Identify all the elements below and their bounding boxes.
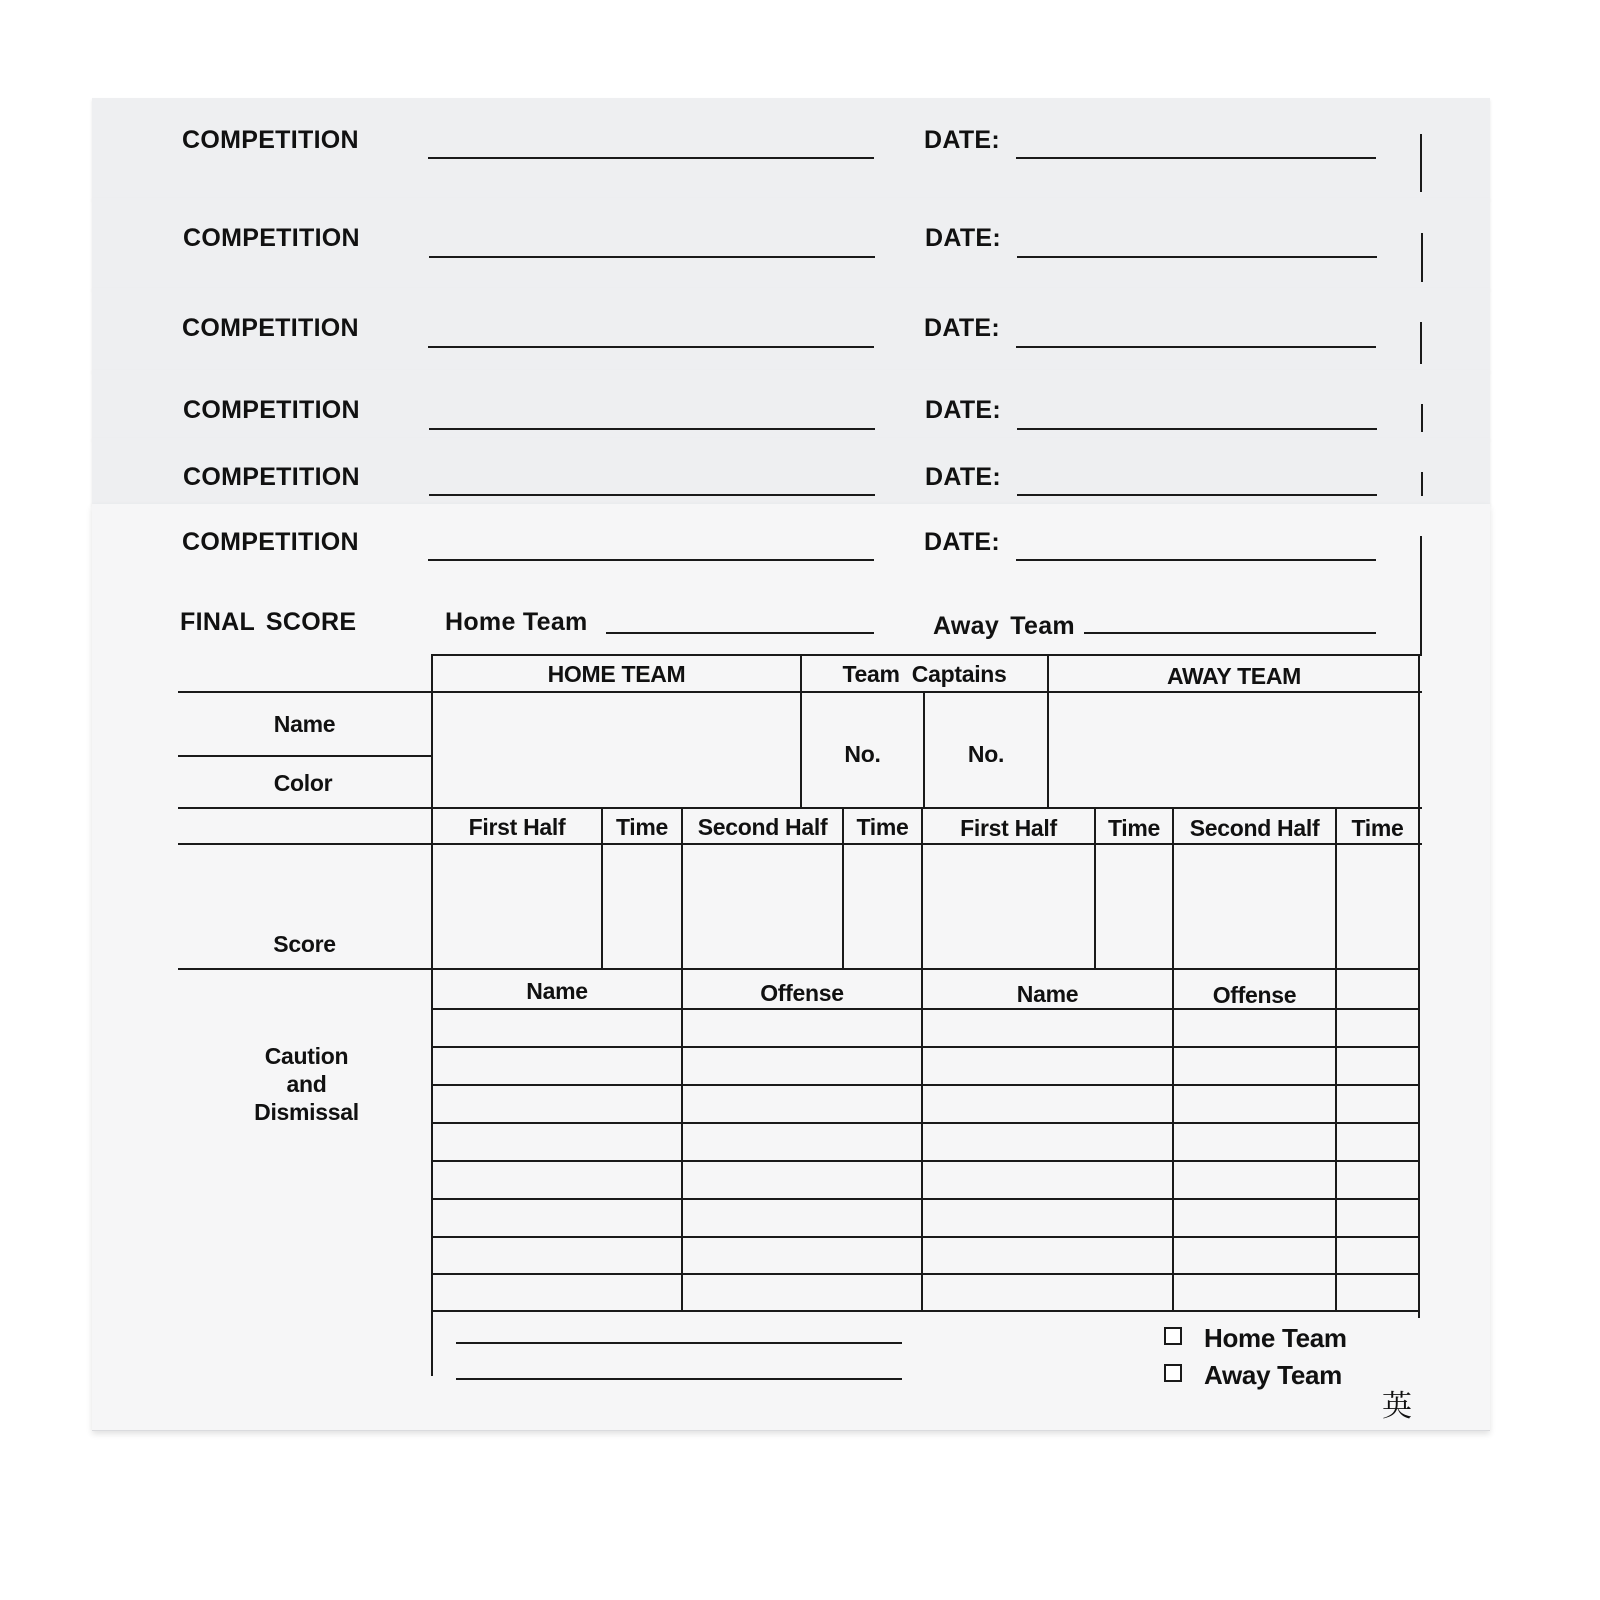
competition-label-2: COMPETITION (183, 224, 360, 252)
home-team-checkbox-label: Home Team (1204, 1323, 1347, 1353)
date-label-1: DATE: (924, 126, 1001, 154)
away-caution-name-header: Name (1016, 981, 1079, 1007)
sheet-edge-4 (1421, 404, 1423, 432)
grid-name-line (178, 755, 433, 757)
away-first-time-header: Time (1107, 815, 1161, 841)
score-cell-home-first-time[interactable] (603, 845, 681, 968)
home-second-half-header: Second Half (697, 814, 828, 840)
away-first-half-header: First Half (960, 815, 1057, 841)
score-cell-away-second-time[interactable] (1337, 845, 1418, 968)
grid-right-line (1418, 654, 1420, 1318)
score-cell-away-first-half[interactable] (923, 845, 1094, 968)
home-caution-name-header: Name (526, 978, 588, 1004)
score-cell-home-first-half[interactable] (433, 845, 601, 968)
competition-label-5: COMPETITION (183, 463, 360, 491)
caution-entries-area[interactable] (433, 1010, 1418, 1310)
final-score-label: FINAL SCORE (180, 608, 357, 636)
away-second-time-header: Time (1351, 815, 1404, 841)
signature-line-1[interactable] (456, 1342, 902, 1344)
competition-field-2[interactable] (429, 256, 875, 258)
score-cell-home-second-time[interactable] (844, 845, 921, 968)
home-captain-no: No. (844, 741, 881, 767)
row-label-color: Color (273, 770, 333, 796)
grid-bottom-line (433, 1310, 1418, 1312)
row-label-caution-line-1: Caution (264, 1043, 349, 1069)
grid-top-line (432, 654, 1422, 656)
row-label-caution-line-2: and (286, 1071, 327, 1097)
away-captain-number-field[interactable] (925, 693, 1047, 807)
row-label-caution (180, 1042, 433, 1126)
date-field-4[interactable] (1017, 428, 1377, 430)
main-sheet-right-edge (1420, 536, 1422, 656)
home-first-half-header: First Half (468, 814, 566, 840)
home-team-checkbox[interactable] (1164, 1327, 1182, 1345)
home-team-score-field[interactable] (606, 632, 874, 634)
date-label-2: DATE: (925, 224, 1002, 252)
away-captain-no: No. (967, 741, 1005, 767)
away-team-score-field[interactable] (1084, 632, 1376, 634)
sheet-edge-5 (1421, 472, 1423, 496)
away-team-score-label: Away Team (933, 612, 1075, 640)
row-label-score: Score (273, 931, 336, 957)
away-team-checkbox[interactable] (1164, 1364, 1182, 1382)
home-team-name-color-field[interactable] (433, 693, 800, 807)
date-label-5: DATE: (925, 463, 1002, 491)
competition-field-5[interactable] (429, 494, 875, 496)
away-team-checkbox-label: Away Team (1204, 1360, 1342, 1390)
away-second-half-header: Second Half (1189, 815, 1320, 841)
home-second-time-header: Time (856, 814, 909, 840)
date-label-3: DATE: (924, 314, 1001, 342)
sheet-edge-1 (1420, 134, 1422, 192)
grid-score-line (178, 968, 1418, 970)
sheet-edge-2 (1421, 233, 1423, 282)
competition-field-3[interactable] (428, 346, 874, 348)
away-team-header: AWAY TEAM (1166, 663, 1302, 689)
row-label-name: Name (273, 711, 336, 737)
away-caution-offense-header: Offense (1212, 982, 1297, 1008)
home-captain-number-field[interactable] (802, 693, 923, 807)
signature-line-2[interactable] (456, 1378, 902, 1380)
date-field-6[interactable] (1016, 559, 1376, 561)
date-field-2[interactable] (1017, 256, 1377, 258)
date-label-6: DATE: (924, 528, 1001, 556)
score-cell-home-second-half[interactable] (683, 845, 842, 968)
home-caution-offense-header: Offense (760, 980, 844, 1006)
sheet-edge-3 (1420, 322, 1422, 364)
competition-label-4: COMPETITION (183, 396, 360, 424)
date-label-4: DATE: (925, 396, 1002, 424)
competition-field-6[interactable] (428, 559, 874, 561)
home-team-header: HOME TEAM (547, 661, 686, 687)
date-field-1[interactable] (1016, 157, 1376, 159)
score-cell-away-second-half[interactable] (1174, 845, 1335, 968)
row-label-caution-line-3: Dismissal (254, 1099, 359, 1125)
competition-field-1[interactable] (428, 157, 874, 159)
score-cell-away-first-time[interactable] (1096, 845, 1172, 968)
home-first-time-header: Time (615, 814, 669, 840)
home-team-score-label: Home Team (445, 608, 588, 636)
date-field-3[interactable] (1016, 346, 1376, 348)
away-team-name-color-field[interactable] (1049, 693, 1418, 807)
brand-mark: 英 (1382, 1389, 1412, 1424)
competition-label-1: COMPETITION (182, 126, 359, 154)
date-field-5[interactable] (1017, 494, 1377, 496)
team-captains-header: Team Captains (842, 661, 1007, 687)
competition-label-3: COMPETITION (182, 314, 359, 342)
competition-label-6: COMPETITION (182, 528, 359, 556)
competition-field-4[interactable] (429, 428, 875, 430)
